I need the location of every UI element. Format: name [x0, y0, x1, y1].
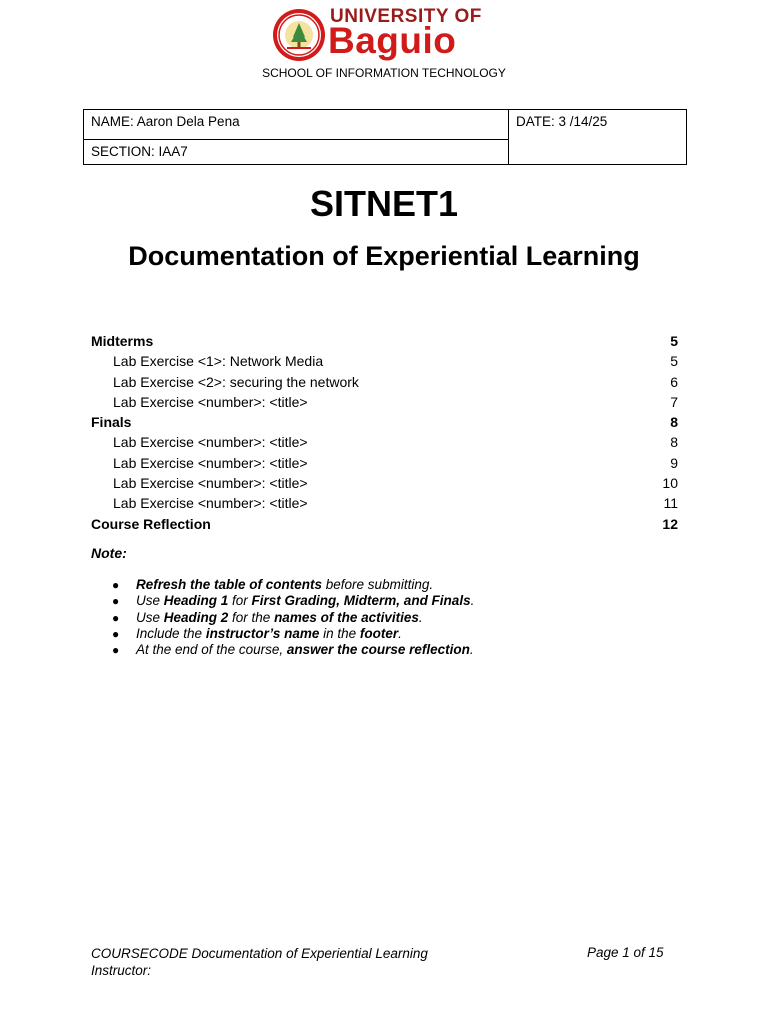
toc-entry-page: 8	[670, 434, 678, 451]
note-text: Use	[136, 609, 164, 625]
note-text: for	[228, 593, 252, 609]
toc-entry-label: Lab Exercise <number>: <title>	[113, 475, 308, 492]
toc-entry-label: Course Reflection	[91, 515, 211, 532]
toc-entry-page: 11	[663, 495, 678, 512]
university-seal-icon	[272, 8, 326, 62]
toc-entry[interactable]	[91, 432, 678, 452]
toc-entry[interactable]	[91, 372, 678, 392]
bullet-icon: ●	[112, 594, 120, 609]
toc-entry[interactable]	[91, 331, 678, 351]
bullet-icon: ●	[112, 610, 120, 625]
toc-entry-page: 8	[670, 414, 678, 431]
table-of-contents	[91, 331, 678, 534]
note-emphasis: answer the course reflection	[286, 642, 470, 658]
note-emphasis: First Grading, Midterm, and Finals	[251, 593, 471, 609]
university-line: UNIVERSITY OF	[330, 6, 482, 27]
toc-entry-page: 5	[670, 353, 678, 370]
section-cell: SECTION: IAA7	[84, 139, 509, 164]
toc-entry-label: Lab Exercise <1>: Network Media	[113, 353, 324, 370]
student-info-table	[83, 109, 687, 165]
note-emphasis: Refresh the table of contents	[136, 577, 323, 592]
note-text: .	[398, 625, 402, 641]
note-text: in the	[319, 625, 360, 641]
bullet-icon: ●	[112, 643, 120, 658]
note-item	[112, 610, 474, 626]
note-item	[112, 642, 474, 658]
toc-entry-page: 5	[670, 333, 678, 349]
note-emphasis: names of the activities	[274, 609, 419, 625]
bullet-icon: ●	[112, 578, 120, 592]
toc-entry-page: 12	[662, 515, 678, 532]
date-cell: DATE: 3 /14/25	[509, 110, 687, 165]
toc-entry-page: 6	[670, 373, 678, 390]
university-name: Baguio	[328, 20, 457, 61]
toc-entry-label: Midterms	[91, 333, 154, 349]
toc-entry[interactable]	[91, 453, 678, 473]
note-item	[112, 593, 474, 609]
note-text: .	[469, 642, 474, 658]
note-text: .	[470, 593, 475, 609]
toc-entry[interactable]	[91, 412, 678, 432]
note-item	[112, 577, 474, 593]
toc-entry-label: Lab Exercise <2>: securing the network	[113, 373, 359, 390]
note-item	[112, 626, 474, 642]
note-emphasis: Heading 2	[163, 609, 229, 625]
school-name: SCHOOL OF INFORMATION TECHNOLOGY	[262, 66, 506, 80]
footer-course-line: COURSECODE Documentation of Experiential Learning	[91, 946, 428, 961]
note-text: for the	[228, 609, 275, 625]
toc-entry[interactable]	[91, 514, 678, 534]
toc-entry-label: Lab Exercise <number>: <title>	[113, 495, 308, 512]
toc-entry[interactable]	[91, 493, 678, 513]
note-emphasis: instructor’s name	[205, 625, 320, 641]
course-title: SITNET1	[309, 183, 459, 224]
toc-entry[interactable]	[91, 473, 678, 493]
toc-entry[interactable]	[91, 351, 678, 371]
toc-entry[interactable]	[91, 392, 678, 412]
document-header	[0, 4, 768, 78]
footer-left	[91, 945, 428, 979]
note-emphasis: Heading 1	[163, 593, 229, 609]
toc-entry-label: Finals	[91, 414, 132, 431]
toc-entry-label: Lab Exercise <number>: <title>	[113, 434, 308, 451]
bullet-icon: ●	[112, 626, 120, 641]
note-label: Note:	[91, 545, 127, 561]
toc-entry-page: 7	[670, 393, 678, 410]
footer-page-number: Page 1 of 15	[587, 945, 664, 960]
note-text: before submitting.	[322, 577, 434, 592]
note-text: At the end of the course,	[136, 642, 287, 658]
note-text: .	[418, 609, 423, 625]
toc-entry-page: 10	[662, 475, 678, 492]
note-text: Use	[136, 593, 164, 609]
footer-instructor-line: Instructor:	[91, 963, 152, 978]
toc-entry-page: 9	[670, 454, 678, 471]
note-emphasis: footer	[359, 625, 399, 641]
document-subtitle: Documentation of Experiential Learning	[128, 241, 640, 271]
toc-entry-label: Lab Exercise <number>: <title>	[113, 393, 308, 410]
note-list	[112, 577, 474, 658]
toc-entry-label: Lab Exercise <number>: <title>	[113, 454, 308, 471]
name-cell: NAME: Aaron Dela Pena	[84, 110, 509, 140]
note-text: Include the	[136, 625, 206, 641]
